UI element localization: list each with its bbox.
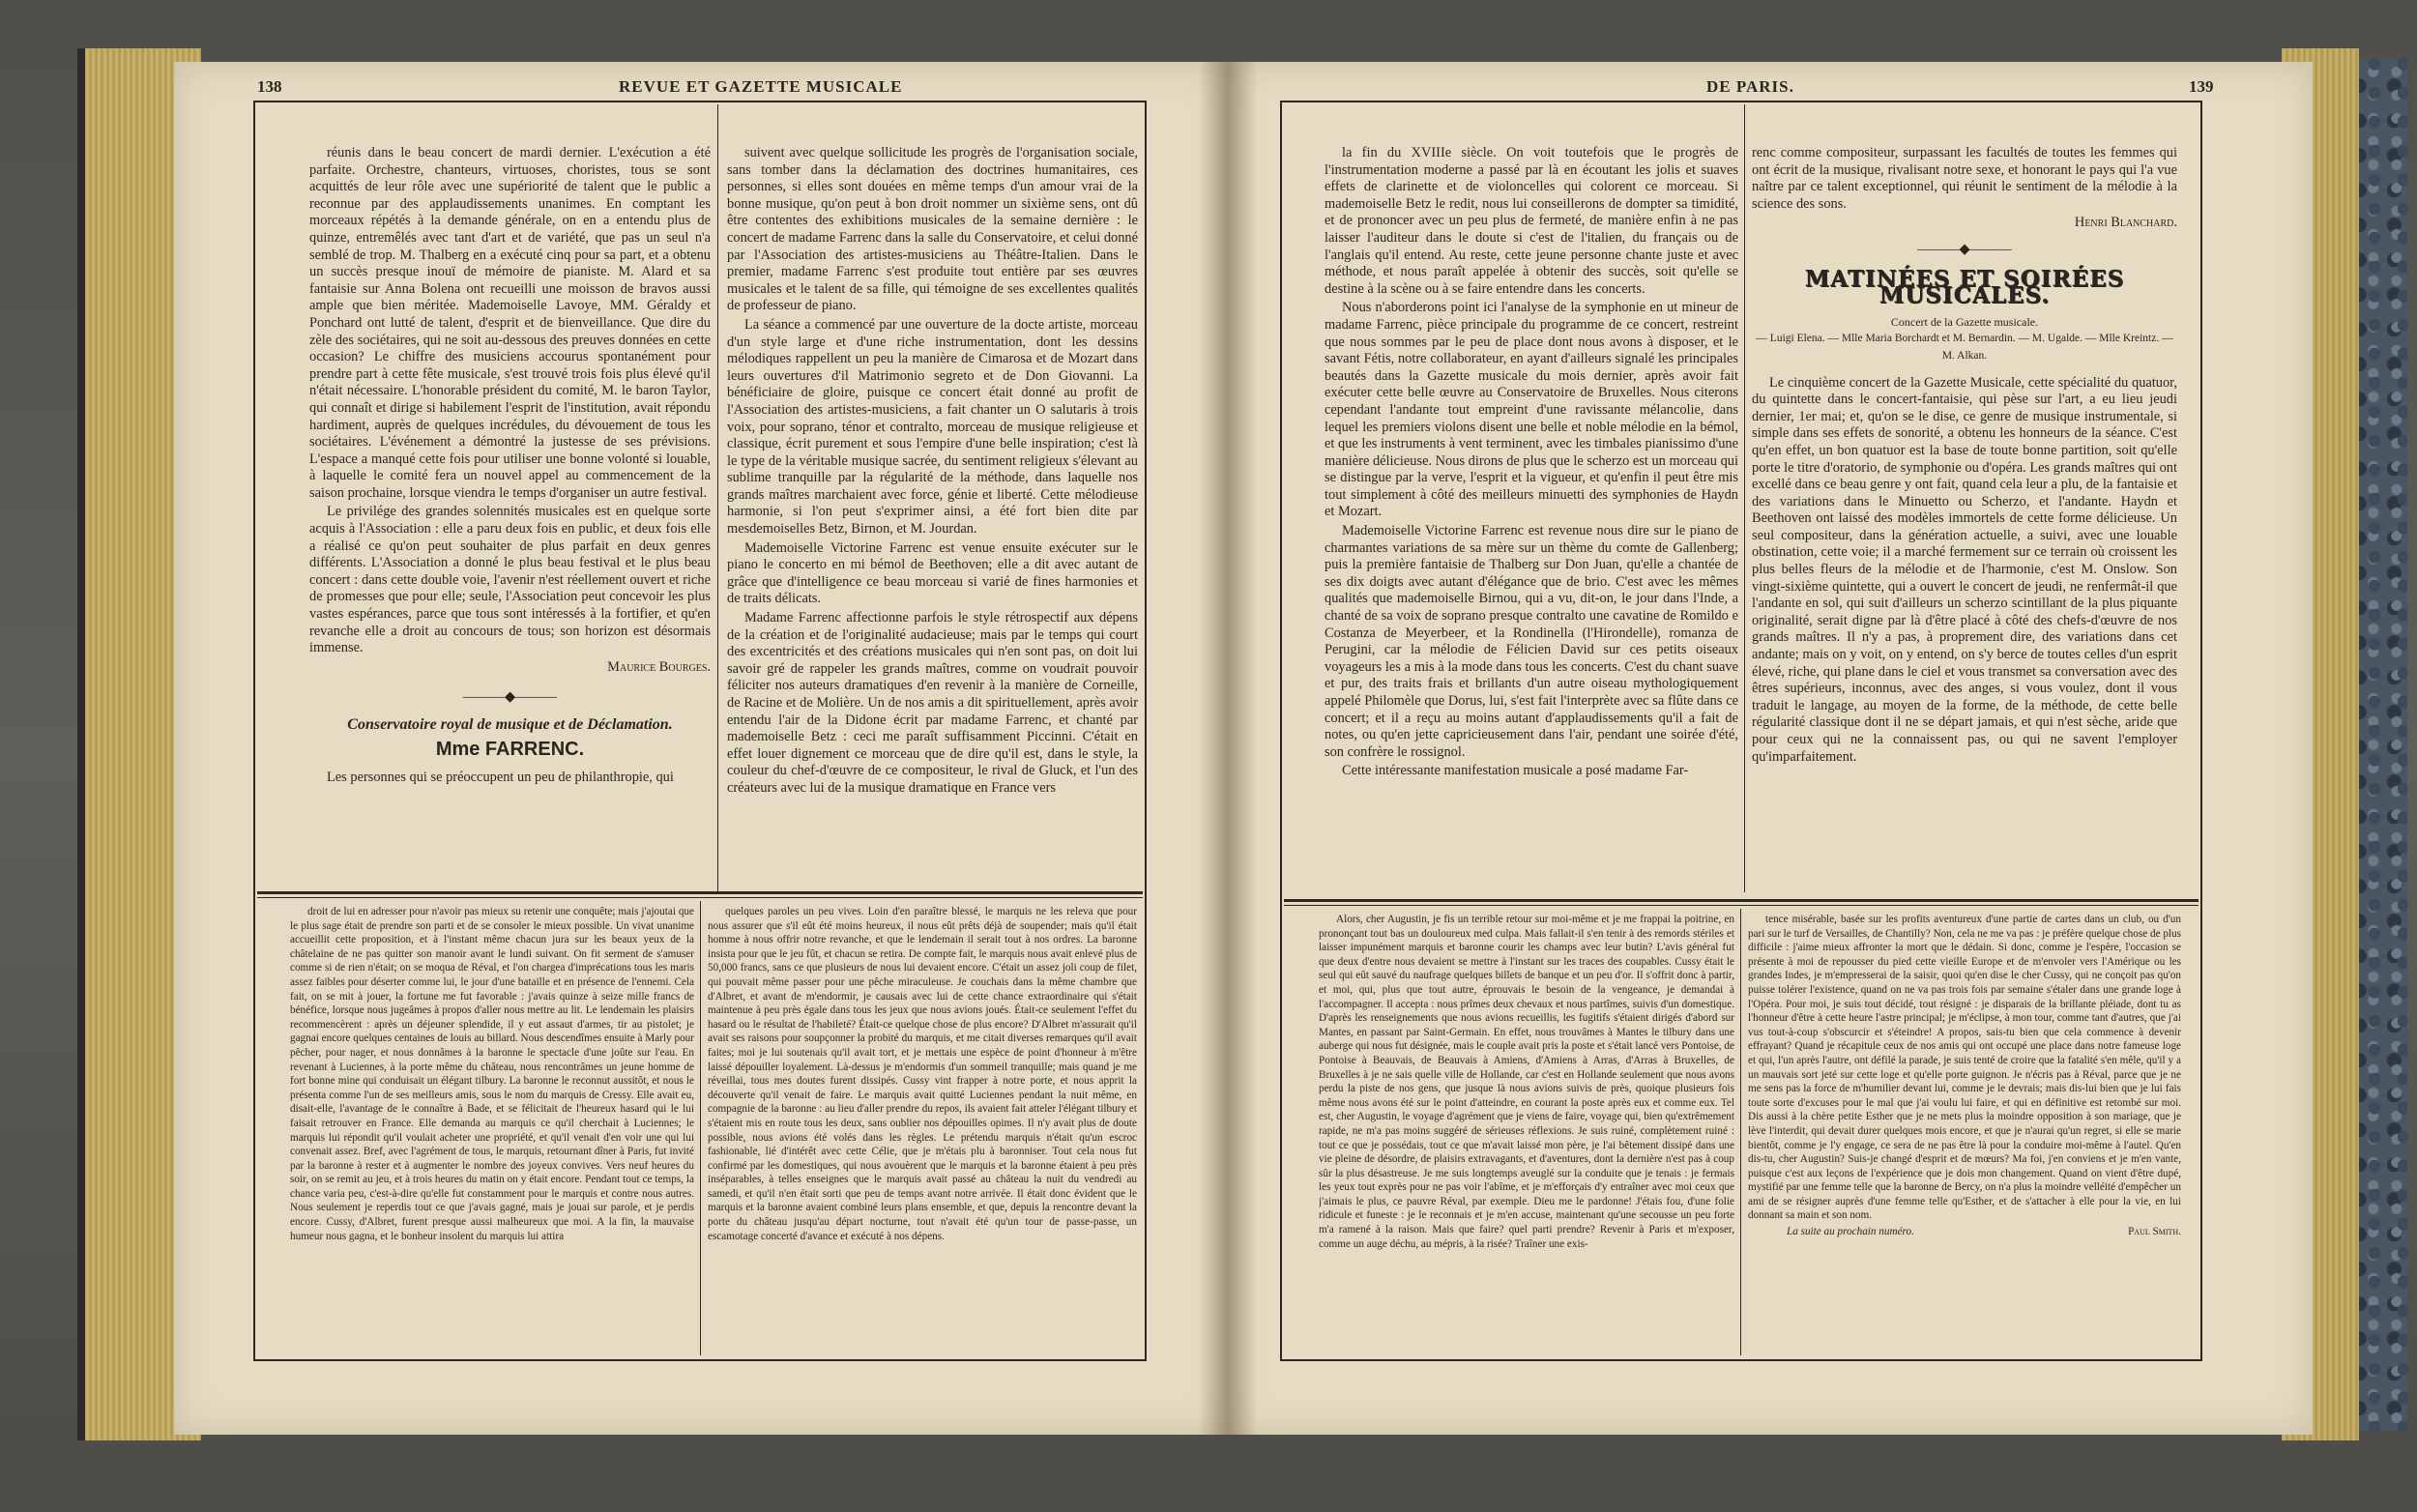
right-column-1 — [1325, 145, 1738, 889]
left-feuilleton-column-rule — [700, 901, 701, 1355]
section-title: MATINÉES ET SOIRÉES MUSICALES. — [1804, 265, 2125, 309]
left-running-head: REVUE ET GAZETTE MUSICALE — [619, 77, 903, 96]
paragraph: la fin du XVIIIe siècle. On voit toutefois que le progrès de l'instrumentation moderne a passé par là en écoutant les jolis et suaves effets de clarinette et de violoncelles qui colorent ce morceau. Si mademoiselle Betz le redit, nous lui conseillerons de dompter sa timidité, et de prononcer avec un peu plus de fermeté, de manière enfin à ne pas laisser l'auditeur dans le doute si c'est de l'italien, du français ou de l'anglais qu'il entend. Au reste, cette jeune personne chante juste et avec méthode, et nous paraît appelée à obtenir des succès, soit qu'elle se destine à la scène ou à se faire entendre dans les concerts. — [1325, 145, 1738, 297]
paragraph: suivent avec quelque sollicitude les progrès de l'organisation sociale, sans tomber dans la déclamation des doctrines humanitaires, ces personnes, si elles sont douées en même temps d'un amour vrai de la bonne musique, qu'on peut à bon droit nommer un sixième sens, ont dû être contentes des exhibitions musicales de la semaine dernière : le concert de madame Farrenc dans la salle du Conservatoire, et celui donné par l'Association des artistes-musiciens au Théâtre-Italien. Dans le premier, madame Farrenc s'est produite tout entière par ses œuvres musicales et le talent de sa fille, qui témoigne de ses excellentes qualités de professeur de piano. — [727, 145, 1138, 314]
to-be-continued: La suite au prochain numéro. — [1787, 1226, 1914, 1238]
left-feuilleton-column-2 — [708, 905, 1137, 1354]
right-feuilleton-column-rule — [1740, 909, 1741, 1355]
paragraph: Cette intéressante manifestation musicale a posé madame Far- — [1342, 763, 1689, 779]
right-feuilleton-column-2 — [1748, 913, 2181, 1355]
paragraph: Nous n'aborderons point ici l'analyse de la symphonie en ut mineur de madame Farrenc, pièce principale du programme de ce concert, restreint que nous sommes par le peu de place dont nous avons à disposer, et le savant Fétis, notre collaborateur, en ayant d'ailleurs signalé les principales beautés dans la Gazette musicale du mois dernier, après avoir fait exécuter cette belle œuvre au Conservatoire de Bruxelles. Nous citerons cependant l'andante tout empreint d'une ravissante mélancolie, dans lequel les premiers violons disent une belle et noble mélodie en la bémol, et que les instruments à vent terminent, avec les timbales pianissimo d'une manière délicieuse. Nous dirons de plus que le scherzo est un morceau qui se distingue par la verve, l'esprit et la vigueur, et qu'enfin il peut être mis tout simplement à côté des meilleurs minuetti des symphonies de Haydn et Mozart. — [1325, 300, 1738, 520]
ornament-rule: ———◆——— — [462, 689, 558, 706]
ornament-rule: ———◆——— — [1917, 241, 2012, 257]
section-title: Conservatoire royal de musique et de Déclamation. — [347, 716, 673, 733]
paragraph: renc comme compositeur, surpassant les facultés de toutes les femmes qui ont écrit de la musique, rivalisant notre sexe, et honorant le pays qui l'a vue naître par ce talent exceptionnel, qui réunit le sentiment de la mélodie à la science des sons. — [1752, 145, 2177, 212]
signature: Henri Blanchard. — [2074, 215, 2177, 231]
left-feuilleton-rule — [257, 891, 1143, 894]
paragraph: Madame Farrenc affectionne parfois le style rétrospectif aux dépens de la création et de l'originalité audacieuse; mais par le temps qui court des excentricités et des créations musicales qui n'en sont pas, on doit lui savoir gré de rappeler les grands maîtres, comme on voudrait pouvoir féliciter nos auteurs dramatiques d'en revenir à la manière de Corneille, de Racine et de Molière. Un de nos amis a dit spirituellement, après avoir entendu l'air de la Didone écrit par madame Farrenc, et chanté par mademoiselle Betz : ceci me paraît suffisamment Piccinni. C'était en effet louer dignement ce morceau que de dire qu'il est, dans le style, la couleur du chef-d'œuvre de ce compositeur, le rival de Gluck, et l'un des créateurs avec lui de la musique dramatique en France vers — [727, 610, 1138, 796]
section-subtitle: Mme FARRENC. — [435, 738, 585, 760]
left-column-1 — [309, 145, 711, 880]
paragraph: La séance a commencé par une ouverture de la docte artiste, morceau d'un style large et d'une riche instrumentation, dont les dessins mélodiques rappellent un peu la manière de Cimarosa et de Mozart dans leurs ouvertures d'il Matrimonio segreto et de Don Giovanni. La bénéficiaire de gloire, puisque ce concert était donné au profit de l'Association des artistes-musiciens, a fait chanter un O salutaris à trois voix, pour soprano, ténor et contralto, morceau de musique religieuse et classique, écrit purement et sous l'empire d'une belle inspiration; c'est là le type de la véritable musique sacrée, du sentiment religieux s'élevant au sublime tranquille par la régularité de la méthode, dans laquelle nos grands maîtres marchaient avec force, génie et liberté. Cette mélodieuse harmonie, si l'on peut s'exprimer ainsi, a été fort bien dite par mesdemoiselles Betz, Birnon, et M. Jourdan. — [727, 316, 1138, 538]
paragraph: Alors, cher Augustin, je fis un terrible retour sur moi-même et je me frappai la poitrine, en prononçant tout bas un douloureux med culpa. Mais fallait-il s'en tenir à des remords stériles et laisser impunément marquis et baronne courir les champs avec leur butin? L'avis général fut que deux d'entre nous devaient se mettre à l'instant sur les traces des coupables. Cussy était le seul qui eût sauvé du naufrage quelques billets de banque et un peu d'or. Il s'offrit donc à partir, et moi, qui, plus que tout autre, éprouvais le besoin de la vengeance, je demandai à l'accompagner. Il accepta : nous prîmes deux chevaux et nous partîmes, suivis d'un domestique. D'après les renseignements que nous avions recueillis, les fugitifs s'étaient dirigés d'abord sur Mantes, en passant par Saint-Germain. En effet, nous trouvâmes à Mantes le tilbury dans une auberge qui nous fut désignée, mais le couple avait pris la poste et s'était lancé vers Pontoise, de Pontoise à Beauvais, de Beauvais à Amiens, d'Amiens à Arras, d'Arras à Bruxelles, de Bruxelles à je ne sais quelle ville de Hollande, car c'est en Hollande seulement que nous avons perdu la piste de nos gens, que jusque là nous avions suivis de près, quoique plusieurs fois même nous avons été sur le point d'atteindre, en courant la poste après eux et comme eux. Tel est, cher Augustin, le voyage d'agrément que je viens de faire, voyage qui, bien qu'extrêmement rapide, ne m'a pas moins suggéré de sérieuses réflexions. Je suis ruiné, complètement ruiné : tout ce que je possédais, tout ce que m'avait laissé mon père, je l'ai bêtement dissipé dans une vie pleine de désordre, de plaisirs extravagants, et d'aventures, dont la dernière n'est pas à coup sûr la plus désastreuse. Je me suis longtemps aveuglé sur la conduite que je tenais : je fermais les yeux tout exprès pour ne pas voir l'abîme, et je m'efforçais d'y entraîner avec moi ceux que j'aimais le plus, ce pauvre Réval, par exemple. Dieu me le pardonne! J'étais fou, d'une folie ridicule et funeste : je le reconnais et je m'en accuse, maintenant qu'une secousse un peu forte m'a ramené à la raison. Mais que faire? quel parti prendre? Revenir à Paris et m'exposer, comme un auge déchu, au mépris, à la risée? Traîner une exis- — [1319, 914, 1734, 1250]
right-column-2 — [1752, 145, 2177, 889]
right-running-head: DE PARIS. — [1706, 77, 1794, 96]
paragraph: droit de lui en adresser pour n'avoir pas mieux su retenir une conquête; mais j'ajoutai que le plus sage était de prendre son parti et de se consoler le mieux possible. Un vivat unanime accueillit cette proposition, et à l'instant même chacun jura sur les beaux yeux de la châtelaine de ne pas quitter son manoir avant le lundi suivant. On fit serment de s'amuser comme si de rien n'était; on se moqua de Réval, et l'on chargea d'imprécations tous les maris assez faibles pour déserter comme lui, le jour d'une bataille et en présence de l'ennemi. Cela fait, on se mit à jouer, la fortune me fut favorable : j'avais quinze à seize mille francs de bénéfice, lorsque nous jugeâmes à propos d'aller nous mettre au lit. Le lendemain les plaisirs recommencèrent : après un déjeuner splendide, il y eut assaut d'armes, tir au pistolet; je gagnai encore quelques centaines de louis au billard. Nous descendîmes ensuite à Marly pour pêcher, pour nager, et nous donnâmes à la baronne le spectacle d'une joûte sur l'eau. En revenant à Luciennes, à la porte même du château, nous rencontrâmes un jeune homme de fort bonne mine qui conduisait un élégant tilbury. La baronne le reconnut aussitôt, et nous le présenta comme l'un de ses meilleurs amis, sous le nom du marquis de Cressy. Elle avait eu, disait-elle, l'avantage de le connaître à Bade, et se félicitait de l'heureux hasard qui le lui faisait retrouver en France. Elle demanda au marquis ce qu'il cherchait à Luciennes; le marquis lui répondit qu'il voulait acheter une propriété, et qu'il venait d'en voir une qui lui convenait assez. Bref, avec l'agrément de tous, le marquis, retournant dîner à Paris, fut invité par la baronne à rester et à augmenter le nombre des joyeux convives. Vers neuf heures du soir, on se remit au jeu, et à trois heures du matin on y était encore. Pendant tout ce temps, la chance varia peu, c'est-à-dire qu'elle fut constamment pour le marquis et contre nous autres. Nous seulement je reperdis tout ce que j'avais gagné, mais je jouai sur parole, et je perdis encore. Cussy, d'Albret, furent presque aussi malheureux que moi. A la fin, la mauvaise humeur nous gagna, et le bonheur insolent du marquis lui attira — [290, 906, 694, 1242]
concert-performers: — Luigi Elena. — Mlle Maria Borchardt et M. Bernardin. — M. Ugalde. — Mlle Kreintz. — — [1756, 333, 2173, 345]
signature: Maurice Bourges. — [607, 658, 711, 675]
paragraph: Le privilége des grandes solennités musicales est en quelque sorte acquis à l'Association : elle a paru deux fois en public, et deux fois elle a réalisé ce qu'on peut souhaiter de plus parfait en deux genres différents. L'Association a donné le plus beau festival et le plus beau concert : dans cette double voie, l'avenir n'est réellement ouvert et riche de promesses que pour elle; seule, l'Association peut concevoir les plus vastes espérances, parce que tous sont intéressés à la fortifier, et qu'en revanche elle a droit au concours de tous; son horizon est désormais immense. — [309, 504, 711, 656]
book-gutter — [1199, 62, 1257, 1435]
left-folio: 138 — [257, 77, 282, 96]
right-feuilleton-column-1 — [1319, 913, 1734, 1355]
left-feuilleton-rule-thin — [257, 897, 1143, 898]
paragraph: Les personnes qui se préoccupent un peu de philanthropie, qui — [327, 770, 674, 786]
paragraph: Mademoiselle Victorine Farrenc est venue ensuite exécuter sur le piano le concerto en mi bémol de Beethoven; elle a dit avec autant de grâce que d'intelligence ce beau morceau si varié de fines harmonies et de traits délicats. — [727, 539, 1138, 607]
paragraph: Mademoiselle Victorine Farrenc est revenue nous dire sur le piano de charmantes variations de sa mère sur un thème du comte de Gallenberg; puis la première fantaisie de Thalberg sur Don Juan, qu'elle a chantée de ses dix doigts avec autant d'élégance que de brio. C'est avec les mêmes qualités que mademoiselle Birnou, qui a vu, dit-on, le jour dans l'Inde, a chanté de sa voix de soprano presque contralto une cavatine de Romildo e Costanza de Meyerbeer, et la Rondinella (l'Hirondelle), romanza de Perugini, car la mélodie de Félicien David sur ces petits oiseaux voyageurs les a mis à la mode dans tous les concerts. C'est du chant suave et pur, des traits frais et brillants d'un autre oiseau mythologiquement appelé Philomèle que Dorus, lui, s'est fait l'interprète avec sa flûte dans ce concert; et il a reçu au moins autant d'applaudissements qu'il a fait de notes, ou qu'en jette capricieusement dans l'air, pendant une soirée d'été, son confrère le rossignol. — [1325, 523, 1738, 760]
feuilleton-signature: Paul Smith. — [2128, 1226, 2181, 1238]
paragraph: quelques paroles un peu vives. Loin d'en paraître blessé, le marquis ne les releva que pour nous assurer que s'il eût été moins heureux, il nous eût prêts déjà de soupender; mais qu'il était homme à nous offrir notre revanche, et que le lendemain il serait tout à nos ordres. La baronne insista pour que le jeu fût, et chacun se retira. De compte fait, le marquis nous avait enlevé plus de 50,000 francs, sans ce que plusieurs de nous lui devaient encore. C'était un assez joli coup de filet, qui pouvait même passer pour une pêche miraculeuse. Je couchais dans la même chambre que d'Albret, et avant de m'endormir, je causais avec lui de cette chance extraordinaire qui s'était maintenue à peu près égale dans tous les jeux que nous avions joués. Était-ce seulement l'effet du hasard ou le résultat de l'habileté? Était-ce quelque chose de plus encore? D'Albret m'assurait qu'il avait ses raisons pour soupçonner la probité du marquis, et me citait diverses remarques qu'il avait faites; moi je lui soutenais qu'il avait tort, et je mettais une espèce de point d'honneur à m'être laissé dépouiller loyalement. Là-dessus je m'endormis d'un sommeil tranquille; mais quand je me réveillai, tous mes doutes furent dissipés. Cussy vint frapper à notre porte, et nous apprit la découverte qu'il venait de faire. Le marquis avait quitté Luciennes pendant la nuit même, en compagnie de la baronne : au lieu d'aller prendre du repos, ils avaient fait atteler l'élégant tilbury et s'étaient mis en route tous les deux, sans oublier nos dépouilles opimes. Il n'y avait plus de doute possible, nous avions été volés dans les règles. Le prétendu marquis n'était qu'un escroc fashionable, lié d'intérêt avec cette Célie, que je m'étais plu à baronniser. Tout cela nous fut confirmé par les domestiques, qui nous avouèrent que le marquis et la baronne étaient à peu près inséparables, à telles enseignes que le marquis avait passé au château la nuit du vendredi au samedi, et qu'il n'en était sorti que peu de temps avant notre arrivée. Il était donc évident que le marquis et la baronne avaient combiné leurs plans ensemble, et que, depuis la rencontre devant la porte du château jusqu'au départ nocturne, tout n'avait été qu'un tour de passe-passe, un escamotage concerté d'avance et exécuté à nos dépens. — [708, 906, 1137, 1242]
right-feuilleton-rule-thin — [1284, 905, 2199, 906]
left-column-2 — [727, 145, 1138, 882]
concert-subtitle: Concert de la Gazette musicale. — [1890, 314, 2039, 329]
left-column-rule — [717, 104, 718, 892]
right-feuilleton-rule — [1284, 899, 2199, 902]
paragraph: Le cinquième concert de la Gazette Musicale, cette spécialité du quatuor, du quintette dans le concert-fantaisie, qui pèse sur l'art, a eu lieu jeudi dernier, 1er mai; et, qu'on se le dise, ce genre de musique instrumentale, si simple dans ses effets de sonorité, a obtenu les honneurs de la séance. C'est qu'en effet, un bon quatuor est la base de toute bonne partition, soit qu'elle porte le titre d'oratorio, de symphonie ou d'opéra. Les grands maîtres qui ont excellé dans ce beau genre y ont fait, quand cela leur a plu, de la fantaisie et des variations dans le Minuetto ou Scherzo, et l'andante. Haydn et Beethoven ont laissé des modèles immortels de cette forme délicieuse. Un seul compositeur, dans la génération actuelle, a suivi, avec une louable obstination, cette voie; il a marché fermement sur ce terrain où croissent les plus belles fleurs de la mélodie et de l'harmonie, c'est M. Onslow. Son vingt-sixième quintette, qui a ouvert le concert de jeudi, ne renfermât-il que l'andante en sol, qui suit d'ailleurs un scherzo scintillant de la plus piquante originalité, serait digne par là d'être placé à côté des chefs-d'œuvre de nos grands maîtres. Il n'y a pas, à proprement dire, des variations dans cet andante; mais on y voit, on y entend, on s'y berce de toutes celles d'un esprit élevé, riche, qui plane dans le ciel et vous transmet sa conversation avec des êtres supérieurs, inconnus, avec des anges, si vous voulez, dont il vous traduit le langage, au moyen de la forme, de la méthode, de cette belle régularité classique dont il ne se départ jamais, et qui n'est sèche, aride que pour ceux qui ne la connaissent pas, ou qui ne savent l'employer qu'imparfaitement. — [1752, 374, 2177, 765]
concert-performers-cont: M. Alkan. — [1941, 349, 1988, 362]
right-folio: 139 — [2189, 77, 2214, 96]
paragraph: réunis dans le beau concert de mardi dernier. L'exécution a été parfaite. Orchestre, chanteurs, virtuoses, choristes, tous se sont acquittés de leur rôle avec une supériorité de talent que le public a reconnue par des applaudissements unanimes. En comptant les morceaux répétés à la demande générale, on en a entendu plus de quinze, entremêlés avec tant d'art et de variété, que pas un seul n'a semblé de trop. M. Thalberg en a exécuté cinq pour sa part, et a obtenu un succès presque inouï de mémoire de pianiste. M. Alard et sa fantaisie sur Anna Bolena ont recueilli une moisson de bravos aussi ample que bien méritée. Mademoiselle Lavoye, MM. Géraldy et Ponchard ont lutté de talent, d'esprit et de bienveillance. Que dire du zèle des sociétaires, qui ne soit au-dessous des preuves données en cette occasion? Le chiffre des musiciens accourus spontanément pour prendre part à cette fête musicale, s'est trouvé trois fois plus élevé qu'il n'était nécessaire. L'honorable président du comité, M. le baron Taylor, qui connaît et dirige si habilement l'esprit de l'institution, avait répondu hardiment, auprès de quelques incrédules, du dévouement de tous les sociétaires. L'événement a démontré la justesse de ses prévisions. L'espace a manqué cette fois pour utiliser une bonne volonté si louable, à laquelle le comité fera un nouvel appel au commencement de la saison prochaine, lorsque viendra le temps d'organiser un autre festival. — [309, 145, 711, 501]
right-column-rule — [1744, 104, 1745, 892]
paragraph: tence misérable, basée sur les profits aventureux d'une partie de cartes dans un club, ou d'un pari sur le turf de Versailles, de Chantilly? Non, cela ne me va pas : je préfère quelque chose de plus difficile : j'aime mieux affronter la mort que le dédain. Si donc, comme je l'espère, l'occasion se présente à moi de repousser du pied cette vieille Europe et de m'envoler vers l'Amérique ou les grandes Indes, je m'empresserai de la saisir, quoi qu'en dise le cher Cussy, qui ne conçoit pas qu'on puisse tolérer l'existence, quand on ne va pas trois fois par semaine s'étaler dans une grande loge à l'Opéra. Pour moi, je suis tout décidé, tout résigné : je disparais de la brillante pléiade, dont tu as l'honneur d'être à cette heure l'astre principal; je m'éclipse, à mon tour, comme tant d'autres, que j'ai vus tout-à-coup s'obscurcir et s'éteindre! A propos, sais-tu bien que cela commence à devenir effrayant? Quand je récapitule ceux de nos amis qui ont occupé une place dans notre fameuse loge et qui, l'un après l'autre, ont défilé la parade, je suis tenté de croire que la fatalité s'en mêle, qu'il y a un mauvais sort jeté sur cette loge et qu'elle porte guignon. Je n'écris pas à Réval, parce que je ne me sens pas la force de m'humilier devant lui, comme je le devrais; mais dis-lui bien que je lui fais toute sorte d'excuses pour le mal que j'ai voulu lui faire, et qui en définitive est retombé sur moi. Dis aussi à la chère petite Esther que je ne mets plus la moindre opposition à son mariage, que je lève l'interdit, qui devait durer quelques mois encore, et que je n'aurai qu'un regret, si elle se marie bientôt, comme je l'y engage, ce sera de ne pas être là pour la conduire moi-même à l'autel. Qu'en dis-tu, cher Augustin? Suis-je changé d'esprit et de mœurs? Ma foi, j'en conviens et je m'en vante, puisque c'est aux leçons de l'expérience que je dois mon changement. Quand on vient d'être dupé, mystifié par une femme telle que la baronne de Bercy, on n'a plus la moindre velléité d'empêcher un ami de se résigner auprès d'une femme telle qu'Esther, et de s'attacher à elle pour la vie, en lui donnant sa main et son nom. — [1748, 914, 2181, 1222]
left-feuilleton-column-1 — [290, 905, 694, 1354]
